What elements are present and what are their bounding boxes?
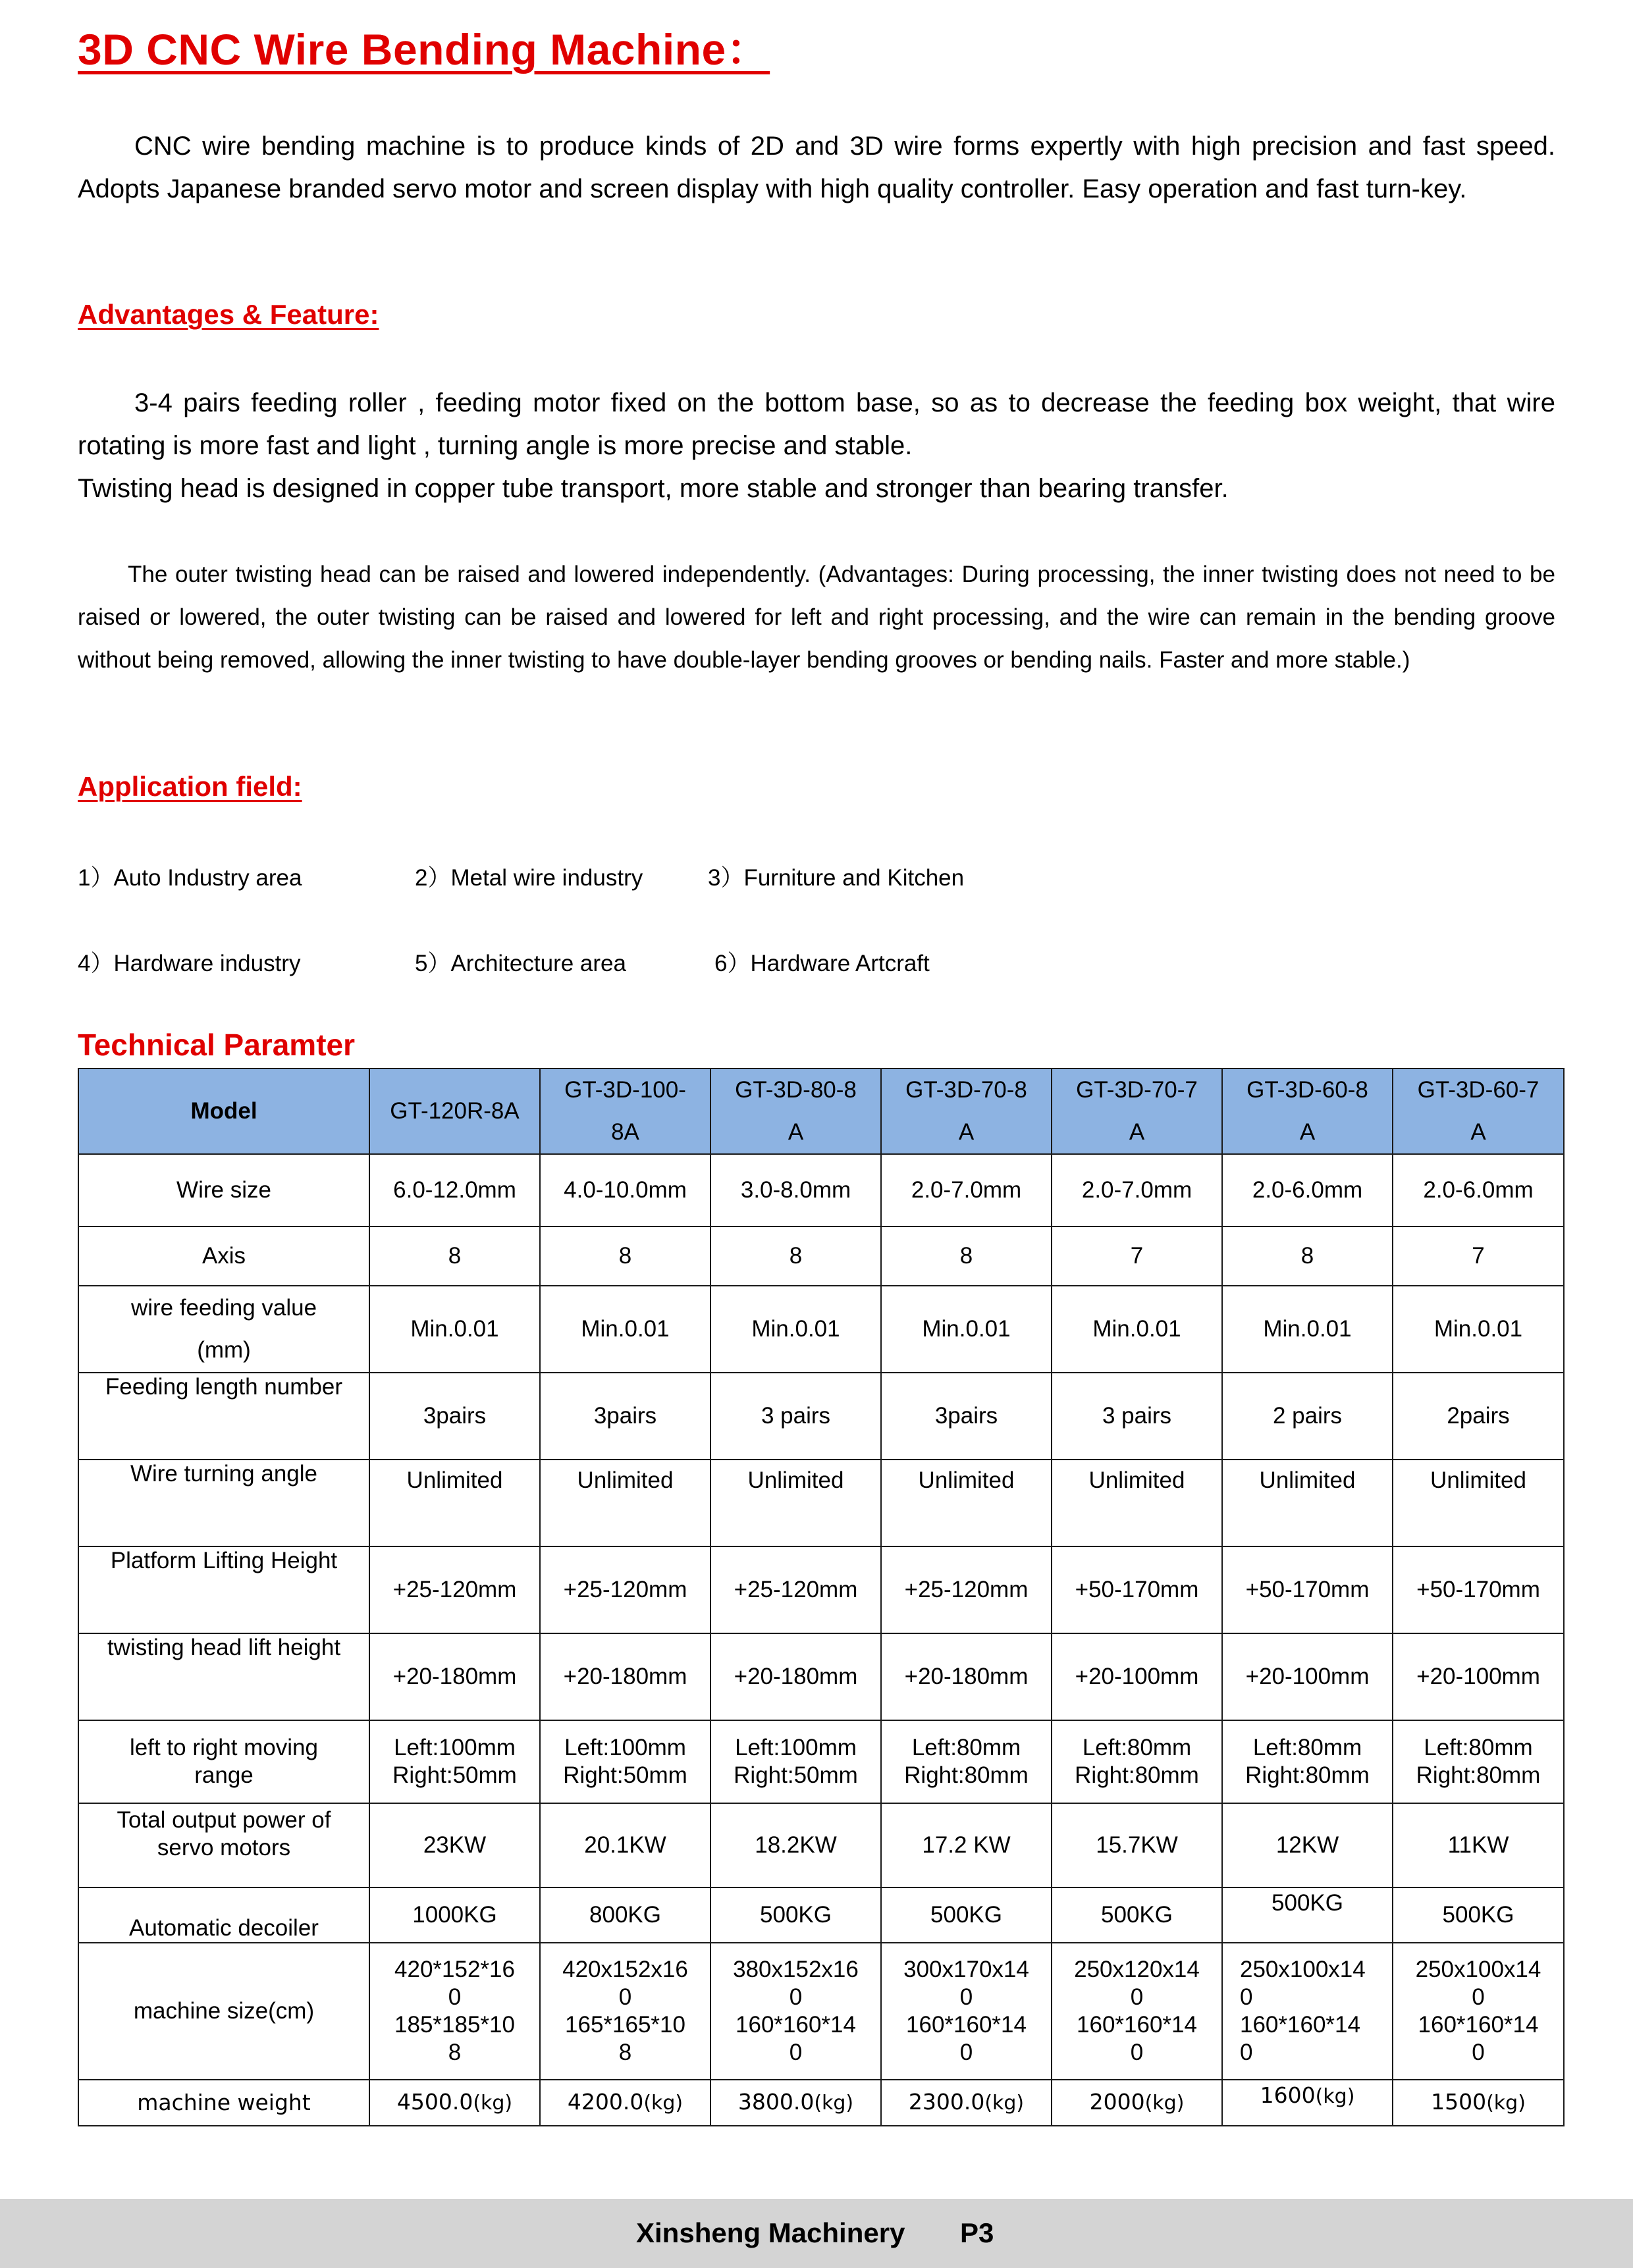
spec-row-machine-weight	[78, 2080, 1564, 2126]
model-header-cell	[1393, 1068, 1564, 1154]
advantages-text-3: The outer twisting head can be raised and lowered independently. (Advantages: During processing, the inner twisting does not need to be raised or lowered, the outer twisting can be raised and lowered for left and right processing, and the wire can remain in the bending groove without being removed, allowing the inner twisting to have double-layer bending grooves or bending nails. Faster and more stable.)	[78, 562, 1555, 673]
spec-row-label-line: range	[194, 1762, 254, 1788]
spec-cell: +25-120mm	[881, 1546, 1052, 1633]
spec-cell-line: Left:80mm	[1082, 1735, 1192, 1760]
spec-cell: 2.0-6.0mm	[1393, 1154, 1564, 1226]
spec-cell: +25-120mm	[710, 1546, 881, 1633]
spec-row-wire-feeding-value	[78, 1286, 1564, 1373]
application-item: 1）Auto Industry area	[78, 865, 302, 891]
spec-row-label	[78, 1286, 369, 1373]
model-name-line: A	[1129, 1119, 1145, 1145]
spec-cell: 500KG	[881, 1887, 1052, 1943]
spec-row-label: Platform Lifting Height	[78, 1546, 369, 1633]
weight-unit: (kg)	[643, 2092, 683, 2115]
spec-cell: 800KG	[540, 1887, 710, 1943]
spec-row-label: Wire size	[78, 1154, 369, 1226]
spec-cell: 500KG	[1052, 1887, 1222, 1943]
spec-cell	[1222, 1720, 1393, 1803]
spec-cell: 2pairs	[1393, 1373, 1564, 1460]
spec-cell: 3 pairs	[710, 1373, 881, 1460]
spec-cell: 23KW	[369, 1803, 540, 1887]
spec-cell-line: Left:100mm	[735, 1735, 857, 1760]
application-item: 4）Hardware industry	[78, 951, 301, 976]
spec-cell	[881, 1720, 1052, 1803]
spec-cell-line: Right:50mm	[563, 1762, 687, 1788]
spec-cell-line: 0	[1472, 2040, 1485, 2065]
spec-cell: Min.0.01	[1393, 1286, 1564, 1373]
spec-cell-line: 300x170x14	[903, 1957, 1029, 1982]
spec-cell	[1393, 1943, 1564, 2080]
page-title: 3D CNC Wire Bending Machine：	[78, 25, 770, 74]
spec-cell: Unlimited	[540, 1460, 710, 1546]
spec-table	[78, 1068, 1565, 2126]
spec-row-label: machine weight	[78, 2080, 369, 2126]
spec-cell-line: 0	[959, 2040, 973, 2065]
weight-unit: (kg)	[984, 2092, 1025, 2115]
model-name-line: GT-3D-70-8	[905, 1077, 1027, 1103]
model-name-line: GT-3D-70-7	[1076, 1077, 1198, 1103]
spec-row-wire-turning-angle	[78, 1460, 1564, 1546]
spec-row-platform-lifting-height	[78, 1546, 1564, 1633]
advantages-heading: Advantages & Feature:	[78, 299, 379, 330]
spec-cell	[1222, 1943, 1393, 2080]
spec-row-label: Feeding length number	[78, 1373, 369, 1460]
spec-cell-line: 0	[959, 1984, 973, 2010]
model-header-cell	[369, 1068, 540, 1154]
advantages-text-2: Twisting head is designed in copper tube transport, more stable and stronger than bearing transfer.	[78, 474, 1229, 503]
spec-cell	[710, 1943, 881, 2080]
spec-row-label: Automatic decoiler	[78, 1887, 369, 1943]
spec-row-label-line: left to right moving	[130, 1735, 318, 1760]
spec-cell-line: 0	[1130, 1984, 1144, 2010]
model-name-line: A	[958, 1119, 975, 1145]
spec-cell-line: Left:80mm	[1424, 1735, 1533, 1760]
spec-cell: +20-100mm	[1393, 1633, 1564, 1720]
spec-cell: 8	[881, 1226, 1052, 1286]
spec-cell-line: Left:100mm	[394, 1735, 516, 1760]
spec-cell	[881, 1943, 1052, 2080]
model-header-cell	[1222, 1068, 1393, 1154]
spec-row-label	[78, 1720, 369, 1803]
spec-cell	[1222, 2080, 1393, 2126]
spec-row-label: Axis	[78, 1226, 369, 1286]
spec-cell: Min.0.01	[540, 1286, 710, 1373]
spec-cell	[1393, 2080, 1564, 2126]
spec-row-label: machine size(cm)	[78, 1943, 369, 2080]
spec-cell	[540, 2080, 710, 2126]
spec-cell-line: 8	[618, 2040, 632, 2065]
spec-cell	[1393, 1720, 1564, 1803]
intro-text: CNC wire bending machine is to produce kinds of 2D and 3D wire forms expertly with high precision and fast speed. Adopts Japanese branded servo motor and screen display with high quality controller. Easy operation and fast turn-key.	[78, 132, 1555, 203]
spec-cell-line: 0	[448, 1984, 462, 2010]
spec-cell: Min.0.01	[710, 1286, 881, 1373]
footer-company: Xinsheng Machinery	[636, 2217, 905, 2248]
spec-cell: 8	[1222, 1226, 1393, 1286]
spec-cell: +20-180mm	[540, 1633, 710, 1720]
spec-cell: 4.0-10.0mm	[540, 1154, 710, 1226]
technical-heading: Technical Paramter	[78, 1028, 356, 1062]
spec-cell-line: 380x152x16	[733, 1957, 859, 1982]
spec-cell: Min.0.01	[369, 1286, 540, 1373]
spec-cell: +25-120mm	[369, 1546, 540, 1633]
spec-row-feeding-length-number	[78, 1373, 1564, 1460]
spec-row-automatic-decoiler	[78, 1887, 1564, 1943]
weight-value: 2300.0	[908, 2089, 985, 2115]
spec-cell-line: 0	[789, 2040, 803, 2065]
application-item: 2）Metal wire industry	[415, 865, 643, 891]
spec-cell: 2 pairs	[1222, 1373, 1393, 1460]
model-header-cell	[710, 1068, 881, 1154]
spec-cell-line: Right:80mm	[1075, 1762, 1199, 1788]
spec-cell: 500KG	[710, 1887, 881, 1943]
spec-cell-line: 420*152*16	[394, 1957, 515, 1982]
model-name: GT-120R-8A	[390, 1098, 520, 1124]
model-name-line: A	[1299, 1119, 1316, 1145]
spec-cell: Min.0.01	[1052, 1286, 1222, 1373]
weight-value: 3800.0	[737, 2089, 815, 2115]
spec-cell	[369, 1720, 540, 1803]
model-name-line: GT-3D-60-8	[1246, 1077, 1368, 1103]
spec-cell: +20-180mm	[369, 1633, 540, 1720]
spec-row-label-line: servo motors	[157, 1835, 291, 1860]
model-name-line: GT-3D-100-	[564, 1077, 686, 1103]
spec-cell: 7	[1393, 1226, 1564, 1286]
spec-cell: 2.0-6.0mm	[1222, 1154, 1393, 1226]
spec-cell-line: 160*160*14	[736, 2012, 856, 2038]
spec-row-label-line: Total output power of	[117, 1807, 331, 1833]
application-item: 5）Architecture area	[415, 951, 626, 976]
spec-cell: Unlimited	[369, 1460, 540, 1546]
spec-cell-line: 160*160*14	[1240, 2012, 1360, 2038]
weight-value: 1600	[1260, 2082, 1316, 2108]
spec-cell-line: Right:80mm	[1245, 1762, 1370, 1788]
spec-cell: Unlimited	[710, 1460, 881, 1546]
spec-cell	[710, 1720, 881, 1803]
application-heading: Application field:	[78, 771, 302, 802]
spec-cell	[710, 2080, 881, 2126]
spec-row-machine-size	[78, 1943, 1564, 2080]
spec-cell-line: 420x152x16	[562, 1957, 688, 1982]
model-header-cell	[881, 1068, 1052, 1154]
spec-cell	[540, 1943, 710, 2080]
spec-cell: 2.0-7.0mm	[1052, 1154, 1222, 1226]
spec-cell: 8	[540, 1226, 710, 1286]
intro-paragraph	[78, 125, 1555, 211]
spec-cell: +20-100mm	[1052, 1633, 1222, 1720]
spec-row-label: Wire turning angle	[78, 1460, 369, 1546]
application-item: 3）Furniture and Kitchen	[708, 865, 965, 891]
spec-cell	[1052, 2080, 1222, 2126]
spec-cell-line: Left:100mm	[564, 1735, 686, 1760]
spec-cell-line: 0	[618, 1984, 632, 2010]
page-footer	[0, 2199, 1633, 2268]
spec-row-axis	[78, 1226, 1564, 1286]
weight-value: 4200.0	[567, 2089, 644, 2115]
spec-cell: Min.0.01	[1222, 1286, 1393, 1373]
spec-row-wire-size	[78, 1154, 1564, 1226]
spec-cell: 15.7KW	[1052, 1803, 1222, 1887]
spec-cell-line: Left:80mm	[1252, 1735, 1362, 1760]
weight-unit: (kg)	[1315, 2085, 1355, 2108]
weight-unit: (kg)	[473, 2092, 513, 2115]
weight-unit: (kg)	[1144, 2092, 1185, 2115]
spec-cell: +20-100mm	[1222, 1633, 1393, 1720]
spec-cell: 11KW	[1393, 1803, 1564, 1887]
spec-cell-line: 0	[1240, 1984, 1253, 2010]
spec-cell	[1052, 1720, 1222, 1803]
spec-cell: 20.1KW	[540, 1803, 710, 1887]
spec-row-label: twisting head lift height	[78, 1633, 369, 1720]
spec-cell: 3.0-8.0mm	[710, 1154, 881, 1226]
spec-cell-line: Right:50mm	[734, 1762, 858, 1788]
spec-cell: 3pairs	[369, 1373, 540, 1460]
spec-row-label-line: wire feeding value	[130, 1295, 317, 1321]
model-name-line: A	[788, 1119, 804, 1145]
spec-cell-line: 0	[1240, 2040, 1253, 2065]
advantages-text-1: 3-4 pairs feeding roller , feeding motor fixed on the bottom base, so as to decrease the feeding box weight, that wire rotating is more fast and light , turning angle is more precise and stable.	[78, 388, 1555, 460]
spec-cell-line: 160*160*14	[906, 2012, 1027, 2038]
spec-row-left-right-moving-range	[78, 1720, 1564, 1803]
spec-cell: +50-170mm	[1222, 1546, 1393, 1633]
spec-cell-line: 250x100x14	[1240, 1957, 1366, 1982]
spec-cell	[369, 1943, 540, 2080]
spec-row-label-line: (mm)	[197, 1337, 251, 1363]
spec-cell: 1000KG	[369, 1887, 540, 1943]
spec-cell: Min.0.01	[881, 1286, 1052, 1373]
spec-cell: 3pairs	[881, 1373, 1052, 1460]
spec-cell: Unlimited	[1052, 1460, 1222, 1546]
spec-cell: 7	[1052, 1226, 1222, 1286]
spec-cell: 3pairs	[540, 1373, 710, 1460]
spec-cell	[369, 2080, 540, 2126]
spec-cell: 8	[710, 1226, 881, 1286]
spec-cell: +20-180mm	[881, 1633, 1052, 1720]
spec-cell: Unlimited	[1393, 1460, 1564, 1546]
spec-cell-line: Left:80mm	[911, 1735, 1021, 1760]
spec-cell-line: 165*165*10	[565, 2012, 685, 2038]
spec-cell-line: 185*185*10	[394, 2012, 515, 2038]
spec-row-label	[78, 1803, 369, 1887]
spec-cell: +25-120mm	[540, 1546, 710, 1633]
weight-unit: (kg)	[1486, 2092, 1526, 2115]
spec-cell-line: 250x100x14	[1415, 1957, 1541, 1982]
model-name-line: A	[1470, 1119, 1486, 1145]
spec-cell-line: 0	[1130, 2040, 1144, 2065]
spec-cell-line: 8	[448, 2040, 462, 2065]
spec-header-row	[78, 1068, 1564, 1154]
model-name-line: GT-3D-60-7	[1417, 1077, 1539, 1103]
spec-cell-line: Right:50mm	[392, 1762, 517, 1788]
spec-cell	[540, 1720, 710, 1803]
model-name-line: GT-3D-80-8	[735, 1077, 857, 1103]
spec-cell: Unlimited	[1222, 1460, 1393, 1546]
spec-cell: +50-170mm	[1052, 1546, 1222, 1633]
spec-row-total-output-power	[78, 1803, 1564, 1887]
footer-page-number: P3	[960, 2217, 994, 2248]
spec-cell: Unlimited	[881, 1460, 1052, 1546]
model-header-cell	[1052, 1068, 1222, 1154]
spec-cell-line: Right:80mm	[1416, 1762, 1541, 1788]
spec-cell: 500KG	[1222, 1887, 1393, 1943]
model-name-line: 8A	[611, 1119, 639, 1145]
spec-cell-line: Right:80mm	[904, 1762, 1029, 1788]
spec-cell-line: 160*160*14	[1418, 2012, 1539, 2038]
weight-value: 4500.0	[396, 2089, 473, 2115]
spec-cell: 18.2KW	[710, 1803, 881, 1887]
spec-cell: 3 pairs	[1052, 1373, 1222, 1460]
spec-cell-line: 160*160*14	[1077, 2012, 1197, 2038]
spec-cell: 12KW	[1222, 1803, 1393, 1887]
spec-cell	[881, 2080, 1052, 2126]
weight-unit: (kg)	[814, 2092, 854, 2115]
weight-value: 1500	[1431, 2089, 1487, 2115]
model-header-cell	[540, 1068, 710, 1154]
application-item: 6）Hardware Artcraft	[714, 951, 930, 976]
spec-cell: +20-180mm	[710, 1633, 881, 1720]
spec-cell	[1052, 1943, 1222, 2080]
model-header-label: Model	[78, 1068, 369, 1154]
spec-cell-line: 0	[789, 1984, 803, 2010]
spec-cell-line: 0	[1472, 1984, 1485, 2010]
spec-cell: 17.2 KW	[881, 1803, 1052, 1887]
spec-cell-line: 250x120x14	[1074, 1957, 1200, 1982]
advantages-paragraph-1	[78, 382, 1555, 510]
advantages-paragraph-2	[78, 553, 1555, 681]
spec-cell: 2.0-7.0mm	[881, 1154, 1052, 1226]
spec-cell: 6.0-12.0mm	[369, 1154, 540, 1226]
spec-cell: +50-170mm	[1393, 1546, 1564, 1633]
spec-row-twisting-head-lift-height	[78, 1633, 1564, 1720]
spec-cell: 500KG	[1393, 1887, 1564, 1943]
weight-value: 2000	[1089, 2089, 1145, 2115]
spec-cell: 8	[369, 1226, 540, 1286]
